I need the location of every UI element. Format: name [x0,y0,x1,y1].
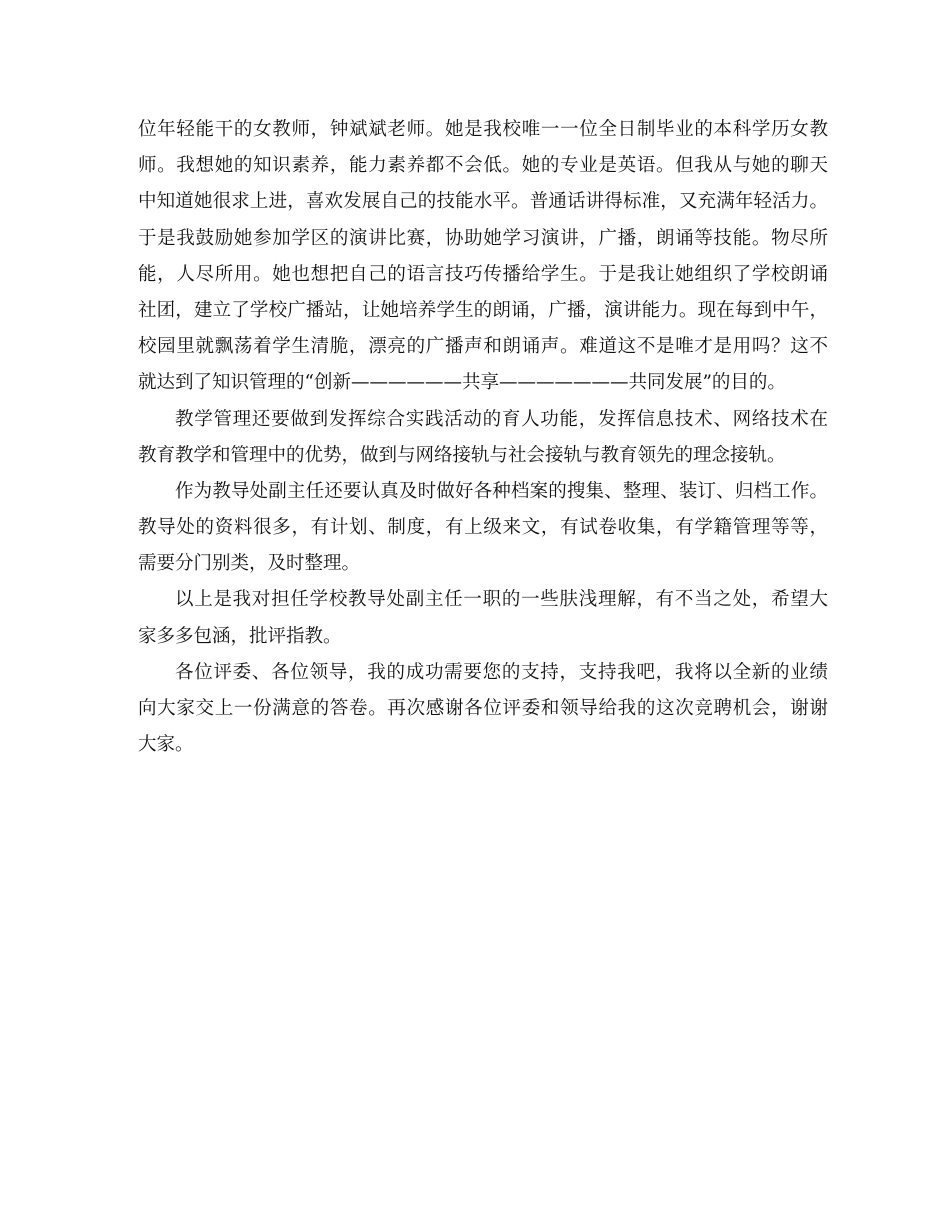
text-line: 以上是我对担任学校教导处副主任一职的一些肤浅理解，有不当之处，希望大 [175,589,828,611]
text-line: 校园里就飘荡着学生清脆，漂亮的广播声和朗诵声。难道这不是唯才是用吗？这不 [138,336,828,358]
paragraph-2 [138,402,828,474]
paragraph-5 [138,655,828,764]
text-line: 教育教学和管理中的优势，做到与网络接轨与社会接轨与教育领先的理念接轨。 [138,444,786,466]
body-text [138,112,828,763]
text-line: 于是我鼓励她参加学区的演讲比赛，协助她学习演讲，广播，朗诵等技能。物尽所 [138,227,828,249]
paragraph-1 [138,112,828,402]
text-line: 能，人尽所用。她也想把自己的语言技巧传播给学生。于是我让她组织了学校朗诵 [138,263,828,285]
text-line: 师。我想她的知识素养，能力素养都不会低。她的专业是英语。但我从与她的聊天 [138,155,828,177]
text-line: 家多多包涵，批评指教。 [138,625,342,647]
text-line: 作为教导处副主任还要认真及时做好各种档案的搜集、整理、装订、归档工作。 [175,480,828,502]
text-line: 向大家交上一份满意的答卷。再次感谢各位评委和领导给我的这次竞聘机会，谢谢 [138,698,828,719]
text-line: 中知道她很求上进，喜欢发展自己的技能水平。普通话讲得标准，又充满年轻活力。 [138,191,828,213]
text-line: 位年轻能干的女教师，钟斌斌老师。她是我校唯一一位全日制毕业的本科学历女教 [138,119,828,140]
text-line: 需要分门别类，及时整理。 [138,553,361,575]
text-line: 大家。 [138,734,194,756]
text-line: 教学管理还要做到发挥综合实践活动的育人功能，发挥信息技术、网络技术在 [175,408,828,430]
text-line: 社团，建立了学校广播站，让她培养学生的朗诵，广播，演讲能力。现在每到中午， [138,299,828,321]
paragraph-4 [138,582,828,654]
text-line: 教导处的资料很多，有计划、制度，有上级来文，有试卷收集，有学籍管理等等， [138,517,828,539]
text-line: 各位评委、各位领导，我的成功需要您的支持，支持我吧，我将以全新的业绩 [175,661,828,683]
text-line: 就达到了知识管理的“创新——————共享———————共同发展”的目的。 [138,372,786,394]
paragraph-3 [138,474,828,583]
